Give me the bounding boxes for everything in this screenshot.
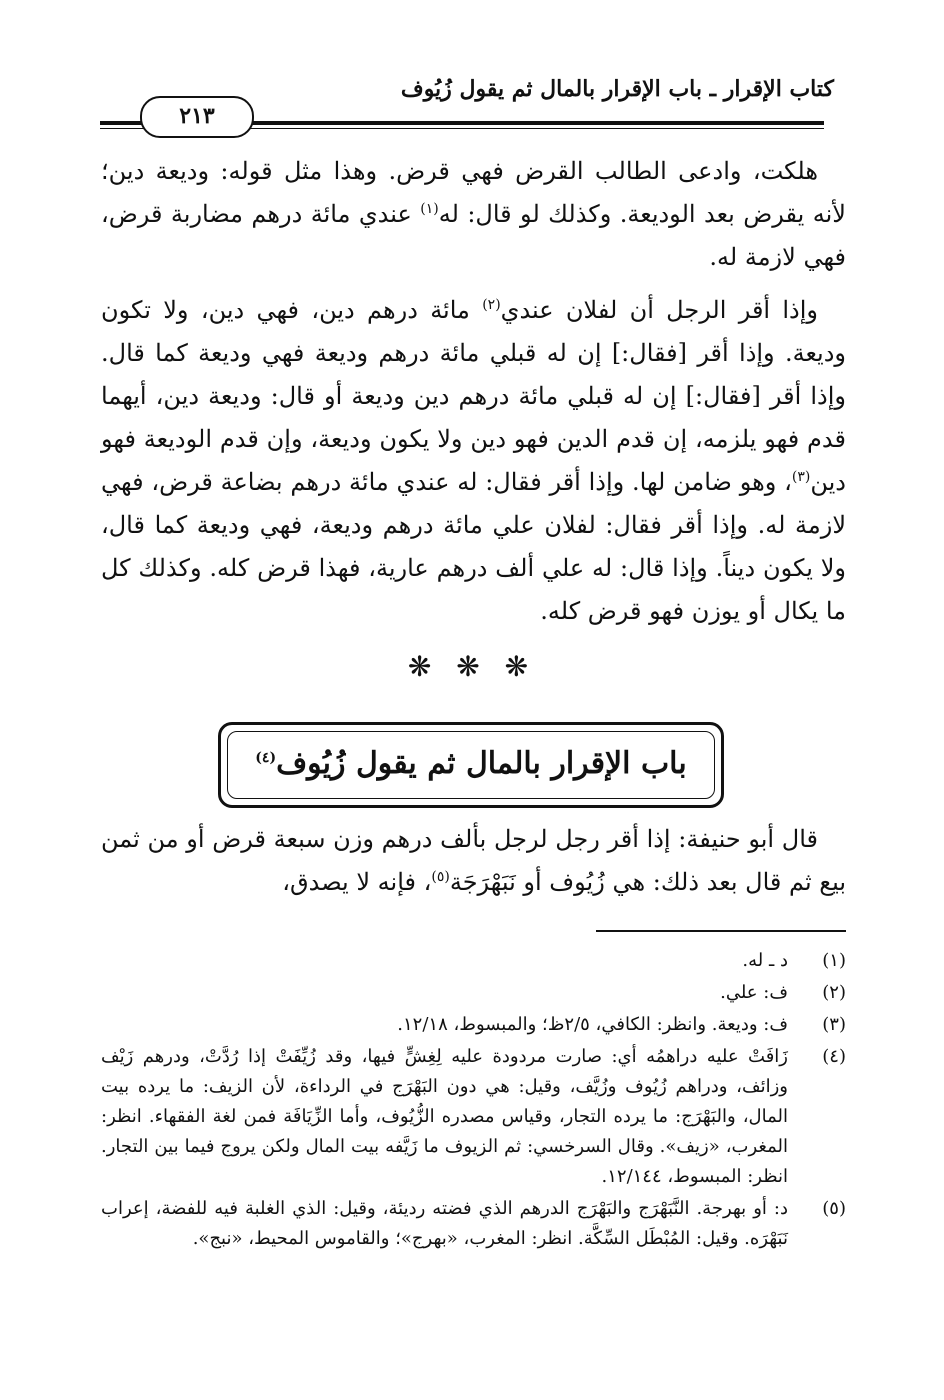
footnote [101, 978, 846, 1008]
chapter-title [227, 731, 715, 799]
text-run: وإذا أقر الرجل أن لفلان عندي [500, 296, 818, 324]
footnote-ref: (٤) [255, 750, 277, 766]
footnote [101, 1194, 846, 1254]
footnote-ref: (٥) [431, 869, 450, 885]
text-run: ، وهو ضامن لها. وإذا أقر فقال: له عندي مائة درهم بضاعة قرض، فهي لازمة له. وإذا أقر فقال: لفلان علي مائة درهم وديعة، فهي وديعة كما قال، ولا يكون ديناً. وإذا قال: له علي ألف درهم عارية، فهذا قرض كله. وكذلك كل ما يكال أو يوزن فهو قرض كله. [101, 468, 847, 625]
footnote-ref: (٢) [482, 297, 501, 313]
text-run: مائة درهم دين، فهي دين، ولا تكون وديعة. وإذا أقر [فقال:] إن له قبلي مائة درهم وديعة فهي وديعة كما قال. وإذا أقر [فقال:] إن له قبلي مائة درهم دين وديعة أو قال: وديعة دين، أيهما قدم فهو يلزمه، إن قدم الدين فهو دين ولا يكون وديعة، وإن قدم الوديعة فهو دين [101, 296, 846, 496]
footnote-text: د: أو بهرجة. النَّبَهْرَج والبَهْرَج الدرهم الذي فضته رديئة، وقيل: الذي الغلبة فيه للفضة، إعراب نَبَهْرَه. وقيل: المُبْطَل السِّكَّة. انظر: المغرب، «بهرج»؛ والقاموس المحيط، «نبج». [101, 1198, 788, 1249]
footnote-number: (٤) [822, 1046, 846, 1067]
paragraph [101, 150, 846, 279]
text-run: قال أبو حنيفة: إذا أقر رجل لرجل بألف درهم وزن سبعة قرض أو من ثمن بيع ثم قال بعد ذلك: هي زُيُوف أو نَبَهْرَجَة [101, 825, 846, 896]
header-rule [100, 88, 824, 128]
running-head: كتاب الإقرار ـ باب الإقرار بالمال ثم يقول زُيُوف [400, 76, 834, 102]
footnote [101, 1010, 846, 1040]
chapter-title-box [218, 722, 724, 808]
footnote-number: (٢) [822, 982, 846, 1003]
footnote-text: د ـ له. [742, 950, 788, 971]
footnote-number: (٥) [822, 1198, 846, 1219]
section-separator: ❋ ❋ ❋ [407, 650, 537, 683]
footnote-text: ف: وديعة. وانظر: الكافي، ٢/٥ظ؛ والمبسوط، ١٢/١٨. [397, 1014, 788, 1035]
page-number: ٢١٣ [140, 96, 254, 138]
footnote-ref: (٣) [791, 469, 811, 485]
footnote-divider [596, 930, 846, 932]
paragraph [101, 818, 846, 904]
footnote-ref: (١) [420, 201, 439, 217]
paragraph [101, 289, 846, 633]
text-run: ، فإنه لا يصدق، [282, 868, 432, 896]
footnote [101, 1042, 846, 1192]
footnote [101, 946, 846, 976]
chapter-title-text: باب الإقرار بالمال ثم يقول زُيُوف [276, 746, 687, 781]
footnote-number: (٣) [822, 1014, 846, 1035]
text-run: عندي مائة درهم مضاربة قرض، فهي لازمة له. [101, 200, 846, 271]
body-text [101, 150, 846, 643]
footnote-number: (١) [822, 950, 846, 971]
chapter-body [101, 818, 846, 904]
footnote-text: ف: علي. [720, 982, 788, 1003]
text-run: هلكت، وادعى الطالب القرض فهي قرض. وهذا مثل قوله: وديعة دين؛ لأنه يقرض بعد الوديعة. وكذلك لو قال: له [101, 157, 846, 228]
footnote-text: زَافَتْ عليه دراهمُه أي: صارت مردودة عليه لِغِشٍّ فيها، وقد زُيِّفَتْ إذا رُدَّتْ، ودرهم زَيْف وزائف، ودراهم زُيُوف وزُيَّف، وقيل: هي دون البَهْرَج في الرداءة، لأن الزيف: ما يرده بيت المال، والبَهْرَج: ما يرده التجار، وقياس مصدره الزُّيُوف، وأما الزِّيَافَة فمن لغة الفقهاء. انظر: المغرب، «زيف». وقال السرخسي: ثم الزيوف ما زَيَّفه بيت المال ولكن يروج فيما بين التجار. انظر: المبسوط، ١٢/١٤٤. [101, 1046, 788, 1187]
footnotes [101, 946, 846, 1256]
